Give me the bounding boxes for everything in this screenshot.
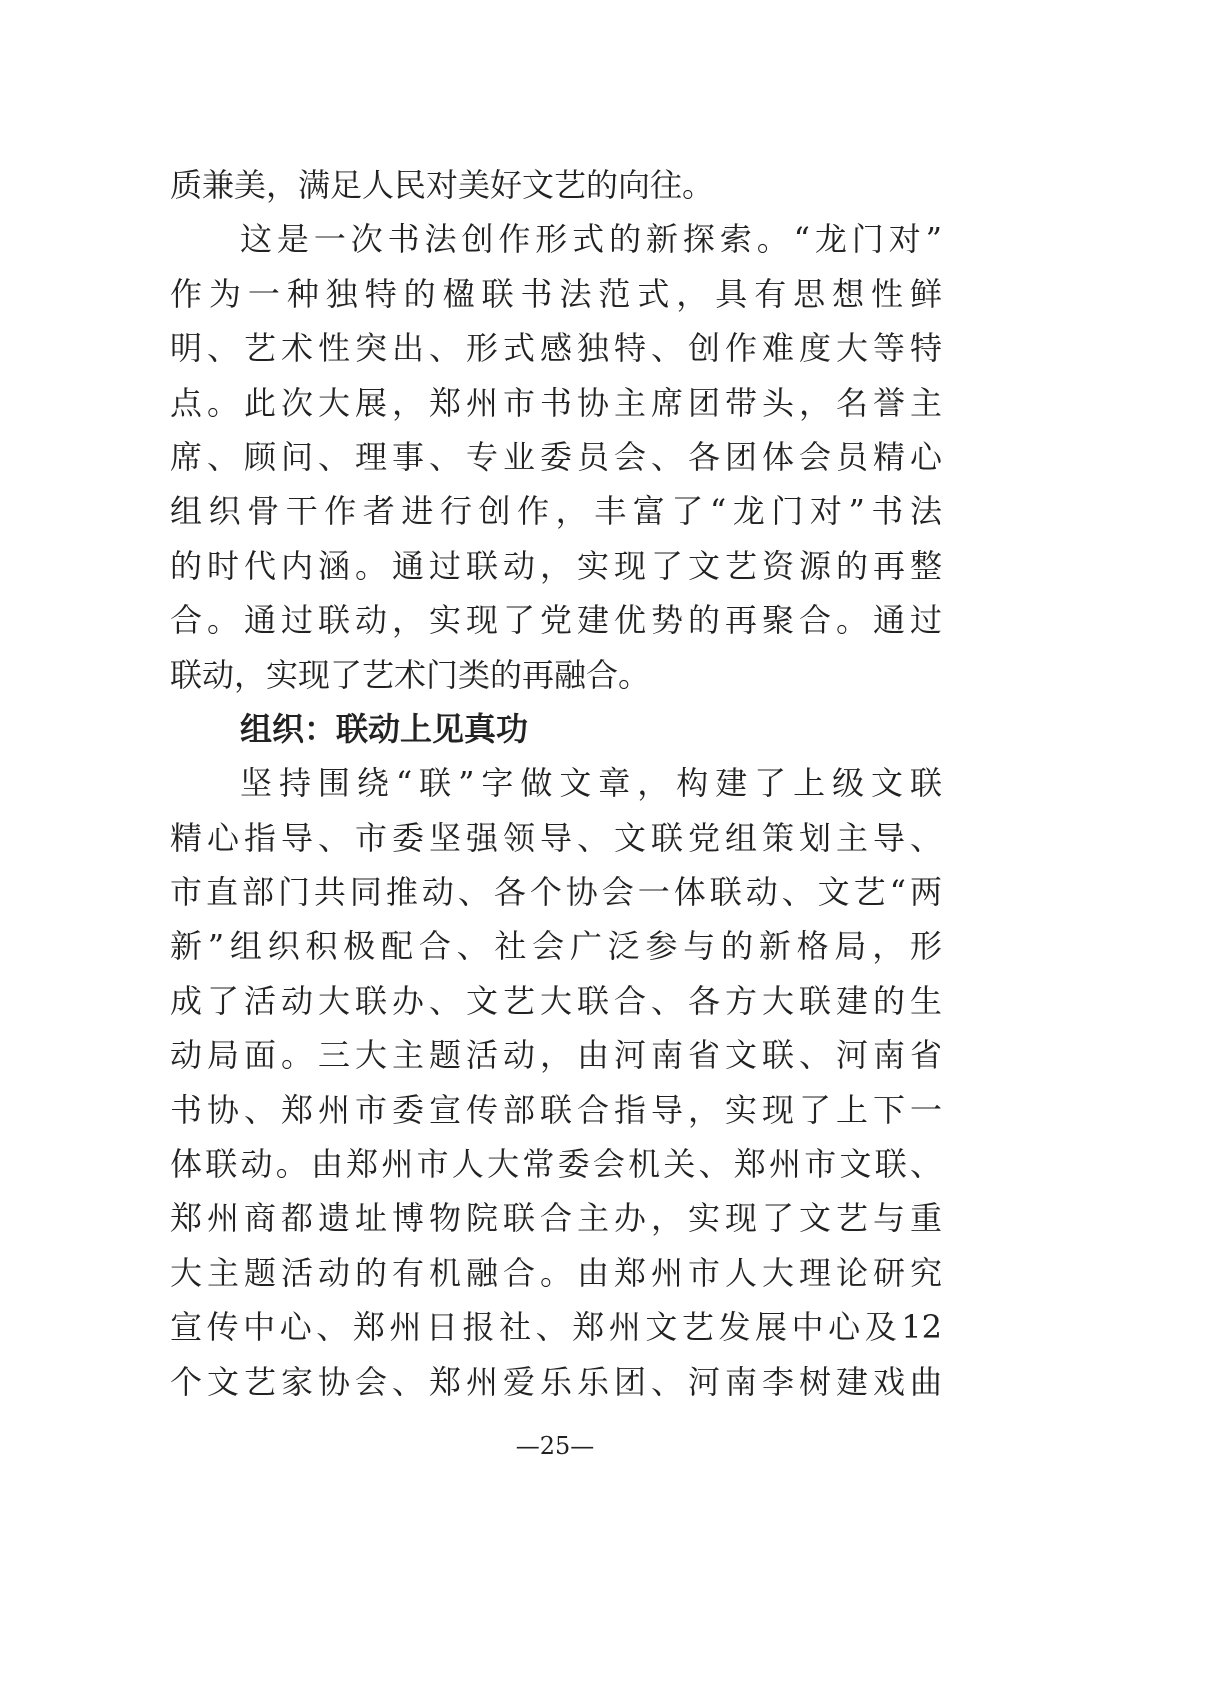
text-line: 点。此次大展，郑州市书协主席团带头，名誉主 xyxy=(170,383,942,422)
text-line: 组织骨干作者进行创作，丰富了“龙门对”书法 xyxy=(170,492,942,531)
text-line: 体联动。由郑州市人大常委会机关、郑州市文联、 xyxy=(170,1145,942,1184)
text-line: 宣传中心、郑州日报社、郑州文艺发展中心及12 xyxy=(170,1308,942,1347)
text-line: 联动，实现了艺术门类的再融合。 xyxy=(170,655,651,694)
document-body xyxy=(170,158,942,1409)
page-number: —25— xyxy=(515,1432,595,1460)
section-heading: 组织：联动上见真功 xyxy=(240,709,529,748)
text-line: 动局面。三大主题活动，由河南省文联、河南省 xyxy=(170,1036,942,1075)
text-line: 大主题活动的有机融合。由郑州市人大理论研究 xyxy=(170,1253,942,1292)
text-line: 新”组织积极配合、社会广泛参与的新格局，形 xyxy=(170,927,942,966)
text-line: 明、艺术性突出、形式感独特、创作难度大等特 xyxy=(170,329,942,368)
text-line: 书协、郑州市委宣传部联合指导，实现了上下一 xyxy=(170,1090,942,1129)
text-line: 席、顾问、理事、专业委员会、各团体会员精心 xyxy=(170,437,942,476)
text-line: 合。通过联动，实现了党建优势的再聚合。通过 xyxy=(170,601,942,640)
text-line: 的时代内涵。通过联动，实现了文艺资源的再整 xyxy=(170,546,942,585)
text-line: 坚持围绕“联”字做文章，构建了上级文联 xyxy=(240,764,942,803)
text-line: 精心指导、市委坚强领导、文联党组策划主导、 xyxy=(170,818,942,857)
text-line: 郑州商都遗址博物院联合主办，实现了文艺与重 xyxy=(170,1199,942,1238)
text-line: 作为一种独特的楹联书法范式，具有思想性鲜 xyxy=(170,274,942,313)
text-line: 这是一次书法创作形式的新探索。“龙门对” xyxy=(240,220,942,259)
text-line: 质兼美，满足人民对美好文艺的向往。 xyxy=(170,166,715,204)
text-line: 个文艺家协会、郑州爱乐乐团、河南李树建戏曲 xyxy=(170,1362,942,1401)
text-line: 成了活动大联办、文艺大联合、各方大联建的生 xyxy=(170,981,942,1020)
text-line: 市直部门共同推动、各个协会一体联动、文艺“两 xyxy=(170,873,942,912)
